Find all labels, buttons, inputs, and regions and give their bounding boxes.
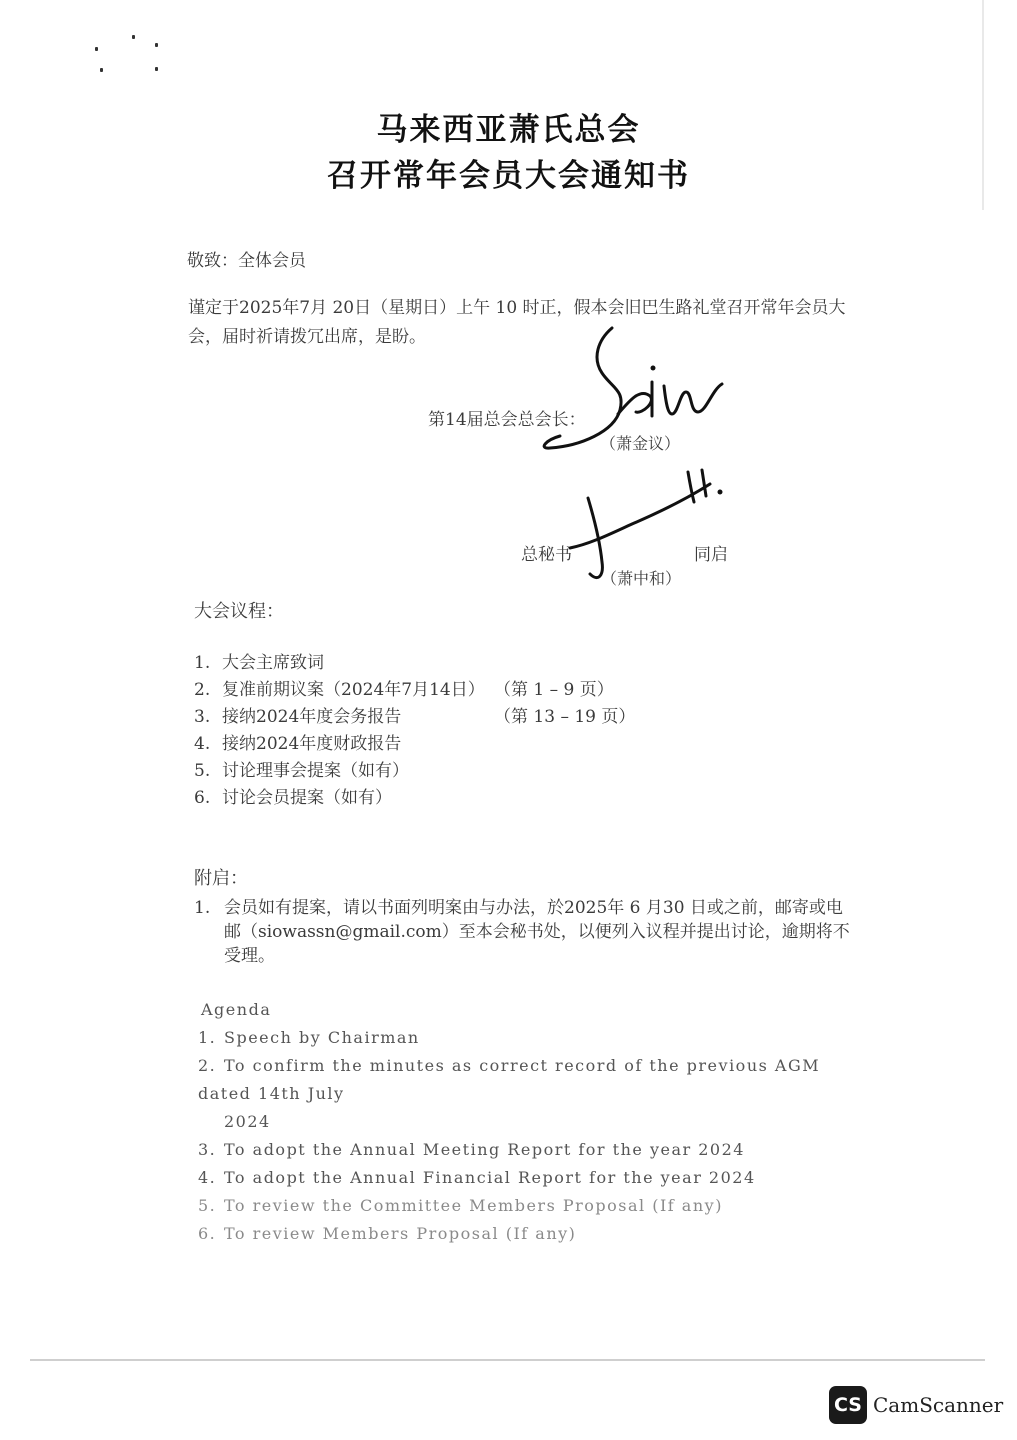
list-item: 6. 讨论会员提案（如有）: [194, 788, 392, 808]
list-item: 4. To adopt the Annual Financial Report for the year 2024: [198, 1168, 756, 1187]
list-item: 2. 复准前期议案（2024年7月14日） （第 1 – 9 页）: [194, 675, 485, 702]
list-item: 3. To adopt the Annual Meeting Report for the year 2024: [198, 1140, 745, 1159]
page-reference: （第 13 – 19 页）: [494, 707, 636, 727]
list-item: 1. Speech by Chairman: [198, 1028, 420, 1047]
president-title: 第14届总会总会长：: [428, 410, 586, 430]
list-item: 4. 接纳2024年度财政报告: [194, 734, 402, 754]
secretary-signature: [560, 462, 740, 592]
president-name: （萧金议）: [600, 434, 681, 453]
list-item: 3. 接纳2024年度会务报告 （第 13 – 19 页）: [194, 702, 485, 729]
secretary-name: （萧中和）: [601, 569, 682, 588]
secretary-title: 总秘书: [521, 545, 572, 565]
note-text: 会员如有提案，请以书面列明案由与办法，於2025年 6 月30 日或之前，邮寄或电邮（siowassn@gmail.com）至本会秘书处，以便列入议程并提出讨论，逾期将不受理。: [224, 898, 850, 966]
president-signature: [540, 318, 740, 458]
agenda-zh-list: [194, 648, 636, 810]
scan-specks: [95, 35, 165, 80]
secretary-closing: 同启: [694, 545, 728, 565]
agenda-en-list: [198, 1024, 858, 1248]
announcement-paragraph: 谨定于2025年7月 20日（星期日）上午 10 时正，假本会旧巴生路礼堂召开常年会员大会，届时祈请拨冗出席，是盼。: [188, 298, 846, 347]
document-title: 马来西亚萧氏总会: [376, 112, 641, 148]
camscanner-watermark: CamScanner: [873, 1393, 1004, 1417]
list-item: 5. To review the Committee Members Proposal (If any): [198, 1196, 723, 1215]
page-bottom-edge: [30, 1359, 985, 1361]
list-item: 2. To confirm the minutes as correct record of the previous AGM dated 14th July 2024: [198, 1056, 821, 1131]
salutation: 敬致：全体会员: [187, 251, 306, 271]
list-item: 6. To review Members Proposal (If any): [198, 1224, 577, 1243]
list-item: 1. 大会主席致词: [194, 653, 324, 673]
page-reference: （第 1 – 9 页）: [494, 680, 614, 700]
agenda-en-heading: Agenda: [201, 1000, 272, 1019]
camscanner-logo-icon: CS: [829, 1386, 867, 1424]
agenda-zh-heading: 大会议程：: [194, 601, 284, 622]
list-item: 5. 讨论理事会提案（如有）: [194, 761, 409, 781]
document-subtitle: 召开常年会员大会通知书: [327, 158, 690, 194]
notes-heading: 附启：: [194, 868, 248, 889]
note-item: 1. 会员如有提案，请以书面列明案由与办法，於2025年 6 月30 日或之前，邮寄或电邮（siowassn@gmail.com）至本会秘书处，以便列入议程并提出讨论，逾期将不受理。: [194, 896, 854, 968]
